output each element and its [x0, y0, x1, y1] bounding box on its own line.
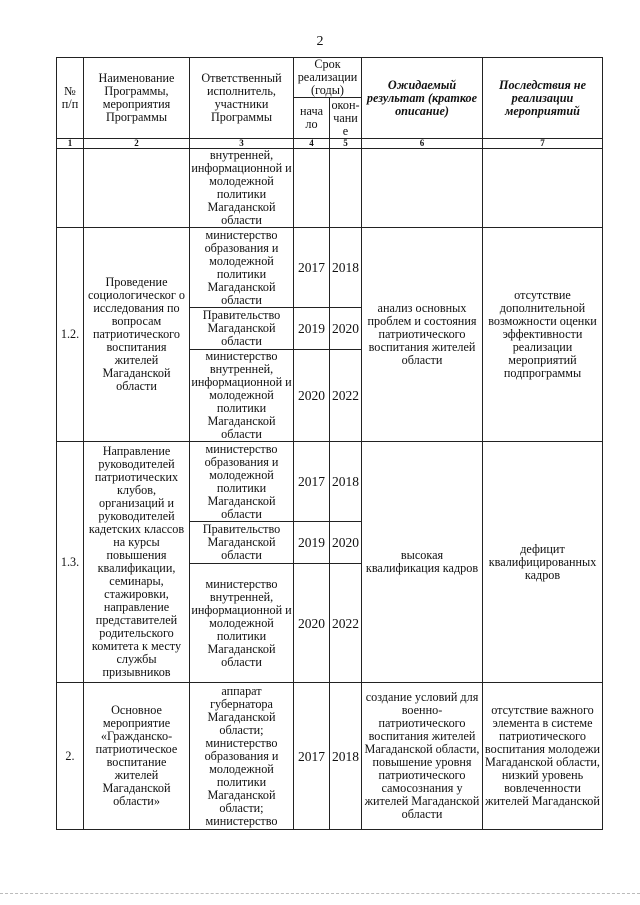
- consequence: отсутствие важного элемента в системе патриотического воспитания молодежи Магаданской области, низкий уровень вовлеченности жителей Магаданской: [483, 683, 603, 830]
- column-index: 2: [84, 139, 190, 149]
- measure-name: Направление руководителей патриотических клубов, организаций и руководителей кадетских классов на курсы повышения квалификации, семинары, стажировки, направление представителей родительского комитета к месту службы призывников: [84, 442, 190, 683]
- executor-cell: министерство образования и молодежной политики Магаданской области: [190, 228, 294, 308]
- executor-cell: Правительство Магаданской области: [190, 522, 294, 564]
- column-index: 3: [190, 139, 294, 149]
- start-year: 2017: [294, 442, 330, 522]
- consequence: отсутствие дополнительной возможности оценки эффективности реализации мероприятий подпрограммы: [483, 228, 603, 442]
- start-year: 2017: [294, 683, 330, 830]
- table-row: [57, 683, 603, 830]
- header-consequence: Последствия не реализации мероприятий: [483, 58, 603, 139]
- measure-name: Проведение социологическог о исследования по вопросам патриотического воспитания жителей Магаданской области: [84, 228, 190, 442]
- expected-result: анализ основных проблем и состояния патриотического воспитания жителей области: [362, 228, 483, 442]
- column-index: 6: [362, 139, 483, 149]
- end-year: 2022: [330, 564, 362, 683]
- start-year: 2019: [294, 308, 330, 350]
- measure-name: Основное мероприятие «Гражданско-патриотическое воспитание жителей Магаданской области»: [84, 683, 190, 830]
- executor-cell: министерство внутренней, информационной и молодежной политики Магаданской области: [191, 349, 292, 441]
- start-year: 2017: [294, 228, 330, 308]
- start-year: 2020: [294, 564, 330, 683]
- table-row: [57, 149, 603, 228]
- table-row: [57, 442, 603, 522]
- table-row: [57, 228, 603, 308]
- start-year: 2019: [294, 522, 330, 564]
- expected-result: создание условий для военно-патриотического воспитания жителей Магаданской области, повышение уровня патриотического самосознания у жителей Магаданской области: [362, 683, 483, 830]
- expected-result: высокая квалификация кадров: [362, 442, 483, 683]
- end-year: 2018: [330, 442, 362, 522]
- column-index: 1: [57, 139, 84, 149]
- page-edge-divider: [0, 893, 640, 894]
- header-name: Наименование Программы, мероприятия Программы: [84, 58, 190, 139]
- row-number: 1.3.: [57, 442, 84, 683]
- header-end: окон- чани е: [331, 97, 360, 138]
- executor-cell: министерство образования и молодежной политики Магаданской области: [190, 442, 294, 522]
- executor-cell: Правительство Магаданской области: [190, 308, 294, 350]
- header-result: Ожидаемый результат (краткое описание): [362, 58, 483, 139]
- executor-cell: внутренней, информационной и молодежной политики Магаданской области: [191, 148, 292, 227]
- column-index-row: [57, 139, 603, 149]
- column-index: 4: [294, 139, 330, 149]
- end-year: 2020: [330, 308, 362, 350]
- end-year: 2020: [330, 522, 362, 564]
- program-table: [56, 57, 603, 830]
- end-year: 2022: [330, 350, 362, 442]
- header-start: нача ло: [294, 98, 330, 139]
- header-term: Срок реализации (годы): [294, 58, 362, 98]
- start-year: 2020: [294, 350, 330, 442]
- column-index: 7: [483, 139, 603, 149]
- row-number: 1.2.: [57, 228, 84, 442]
- header-num: № п/п: [57, 58, 84, 139]
- row-number: 2.: [57, 683, 84, 830]
- end-year: 2018: [330, 683, 362, 830]
- page-number: 2: [316, 34, 324, 49]
- executor-cell: министерство внутренней, информационной и молодежной политики Магаданской области: [190, 564, 294, 683]
- consequence: дефицит квалифицированных кадров: [483, 442, 603, 683]
- executor-cell: аппарат губернатора Магаданской области; министерство образования и молодежной политики Магаданской области; министерство: [190, 683, 294, 830]
- column-index: 5: [330, 139, 362, 149]
- header-executor: Ответственный исполнитель, участники Программы: [190, 58, 294, 139]
- header-row-1: [57, 58, 603, 98]
- end-year: 2018: [330, 228, 362, 308]
